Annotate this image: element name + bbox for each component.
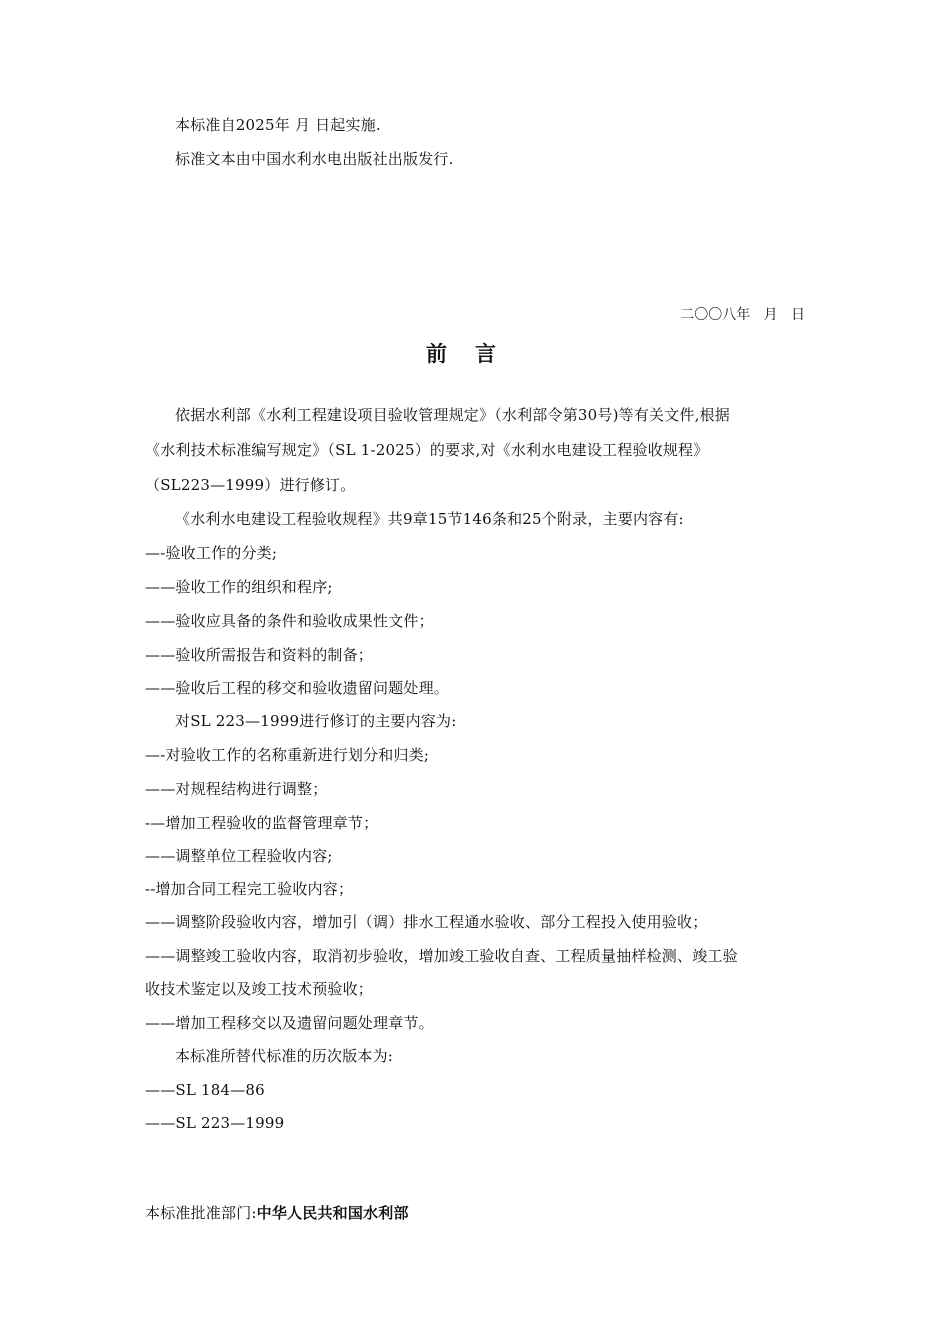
content-item: ——验收所需报告和资料的制备； — [145, 646, 374, 664]
foreword-para1-line2: 《水利技术标准编写规定》（SL 1-2025）的要求,对《水利水电建设工程验收规程》 — [145, 441, 709, 459]
history-item: ——SL 184—86 — [145, 1081, 265, 1099]
approval-dept: 中华人民共和国水利部 — [256, 1204, 409, 1222]
content-item: ——验收后工程的移交和验收遗留问题处理。 — [145, 679, 450, 697]
revision-item: ——对规程结构进行调整； — [145, 780, 328, 798]
revision-item: ——调整单位工程验收内容; — [145, 847, 333, 865]
history-item: ——SL 223—1999 — [145, 1114, 285, 1132]
revision-item: -—增加工程验收的监督管理章节； — [145, 814, 379, 832]
foreword-para1-line3: （SL223—1999）进行修订。 — [145, 476, 356, 494]
issue-date: 二〇〇八年 月 日 — [680, 307, 805, 323]
publisher-line: 标准文本由中国水利水电出版社出版发行. — [175, 150, 454, 168]
content-item: ——验收工作的组织和程序; — [145, 578, 333, 596]
implementation-line: 本标准自2025年 月 日起实施. — [175, 116, 381, 134]
foreword-para1-line1: 依据水利部《水利工程建设项目验收管理规定》（水利部令第30号)等有关文件,根据 — [175, 406, 731, 424]
approval-line — [145, 1203, 409, 1223]
revision-intro: 对SL 223—1999进行修订的主要内容为: — [175, 712, 457, 730]
content-item: ——验收应具备的条件和验收成果性文件； — [145, 612, 434, 630]
revision-item: --增加合同工程完工验收内容； — [145, 880, 354, 898]
revision-item: ——增加工程移交以及遗留问题处理章节。 — [145, 1014, 434, 1032]
approval-label: 本标准批准部门: — [145, 1204, 257, 1222]
history-intro: 本标准所替代标准的历次版本为: — [175, 1047, 394, 1065]
revision-item: ——调整阶段验收内容，增加引（调）排水工程通水验收、部分工程投入使用验收； — [145, 913, 708, 931]
revision-item-continued: 收技术鉴定以及竣工技术预验收； — [145, 980, 374, 998]
foreword-para2: 《水利水电建设工程验收规程》共9章15节146条和25个附录，主要内容有: — [175, 510, 684, 528]
content-item: —-验收工作的分类; — [145, 544, 278, 562]
foreword-title: 前言 — [426, 342, 524, 366]
revision-item: —-对验收工作的名称重新进行划分和归类; — [145, 746, 430, 764]
revision-item: ——调整竣工验收内容，取消初步验收，增加竣工验收自查、工程质量抽样检测、竣工验 — [145, 947, 738, 965]
